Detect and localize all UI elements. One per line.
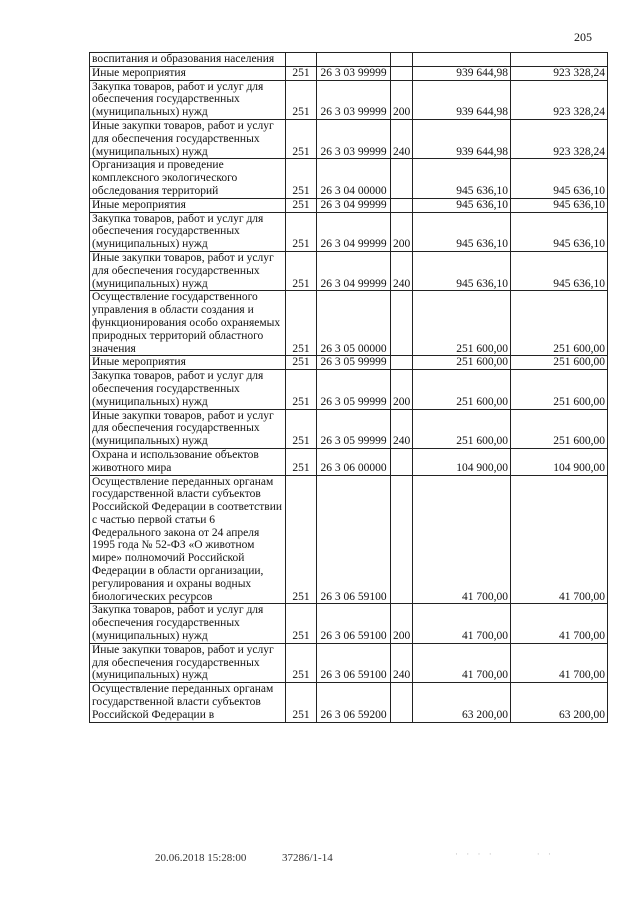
cell-code: 251 — [286, 409, 317, 448]
cell-code: 251 — [286, 683, 317, 722]
cell-csr: 26 3 04 99999 — [317, 212, 391, 251]
cell-code: 251 — [286, 119, 317, 158]
footer-doc-number: 37286/1-14 — [282, 852, 333, 864]
cell-csr: 26 3 06 00000 — [317, 448, 391, 475]
cell-sum-1: 251 600,00 — [413, 291, 511, 356]
budget-table-body — [90, 53, 608, 723]
cell-name: Организация и проведение комплексного экологического обследования территорий — [90, 159, 286, 198]
budget-table — [89, 52, 608, 723]
cell-sum-2 — [511, 53, 608, 67]
cell-sum-2: 945 636,10 — [511, 251, 608, 290]
cell-sum-2: 945 636,10 — [511, 159, 608, 198]
cell-sum-2: 251 600,00 — [511, 291, 608, 356]
cell-vr — [391, 356, 413, 370]
cell-sum-2: 251 600,00 — [511, 356, 608, 370]
cell-vr — [391, 475, 413, 604]
table-row — [90, 212, 608, 251]
cell-vr — [391, 448, 413, 475]
table-row — [90, 198, 608, 212]
cell-csr: 26 3 03 99999 — [317, 119, 391, 158]
cell-csr: 26 3 06 59100 — [317, 475, 391, 604]
cell-code — [286, 53, 317, 67]
cell-sum-1: 41 700,00 — [413, 604, 511, 643]
cell-csr: 26 3 05 00000 — [317, 291, 391, 356]
cell-sum-1: 939 644,98 — [413, 80, 511, 119]
cell-vr: 200 — [391, 80, 413, 119]
table-row — [90, 80, 608, 119]
cell-code: 251 — [286, 66, 317, 80]
cell-sum-1: 251 600,00 — [413, 409, 511, 448]
cell-name: воспитания и образования населения — [90, 53, 286, 67]
table-row — [90, 409, 608, 448]
cell-code: 251 — [286, 251, 317, 290]
cell-sum-1: 104 900,00 — [413, 448, 511, 475]
cell-csr: 26 3 05 99999 — [317, 409, 391, 448]
cell-csr: 26 3 06 59100 — [317, 643, 391, 682]
table-row — [90, 370, 608, 409]
cell-sum-2: 63 200,00 — [511, 683, 608, 722]
cell-code: 251 — [286, 291, 317, 356]
cell-name: Иные закупки товаров, работ и услуг для обеспечения государственных (муниципальных) нужд — [90, 409, 286, 448]
cell-sum-2: 945 636,10 — [511, 212, 608, 251]
cell-sum-1: 945 636,10 — [413, 212, 511, 251]
table-row — [90, 119, 608, 158]
table-row — [90, 159, 608, 198]
cell-sum-2: 41 700,00 — [511, 643, 608, 682]
cell-code: 251 — [286, 370, 317, 409]
cell-vr: 200 — [391, 604, 413, 643]
table-row — [90, 604, 608, 643]
cell-name: Осуществление государственного управления в области создания и функционирования особо охраняемых природных территорий областного значения — [90, 291, 286, 356]
cell-sum-1: 251 600,00 — [413, 356, 511, 370]
cell-sum-1: 945 636,10 — [413, 159, 511, 198]
cell-csr: 26 3 06 59100 — [317, 604, 391, 643]
cell-sum-1: 41 700,00 — [413, 643, 511, 682]
cell-sum-1: 945 636,10 — [413, 198, 511, 212]
cell-code: 251 — [286, 604, 317, 643]
table-row — [90, 356, 608, 370]
cell-csr: 26 3 04 99999 — [317, 251, 391, 290]
cell-sum-2: 251 600,00 — [511, 370, 608, 409]
cell-code: 251 — [286, 448, 317, 475]
cell-csr: 26 3 06 59200 — [317, 683, 391, 722]
table-row — [90, 475, 608, 604]
cell-vr — [391, 159, 413, 198]
cell-name: Иные закупки товаров, работ и услуг для обеспечения государственных (муниципальных) нужд — [90, 643, 286, 682]
cell-csr: 26 3 04 99999 — [317, 198, 391, 212]
cell-code: 251 — [286, 356, 317, 370]
cell-name: Охрана и использование объектов животного мира — [90, 448, 286, 475]
cell-sum-1: 939 644,98 — [413, 66, 511, 80]
cell-name: Закупка товаров, работ и услуг для обеспечения государственных (муниципальных) нужд — [90, 212, 286, 251]
table-row — [90, 448, 608, 475]
cell-vr — [391, 53, 413, 67]
cell-code: 251 — [286, 159, 317, 198]
cell-sum-2: 923 328,24 — [511, 119, 608, 158]
cell-csr: 26 3 03 99999 — [317, 66, 391, 80]
cell-vr: 200 — [391, 212, 413, 251]
scan-marks: · · · · · · — [455, 849, 554, 859]
footer-datetime: 20.06.2018 15:28:00 — [155, 852, 247, 864]
cell-sum-2: 923 328,24 — [511, 80, 608, 119]
cell-code: 251 — [286, 198, 317, 212]
table-row — [90, 643, 608, 682]
table-row — [90, 53, 608, 67]
cell-sum-1: 251 600,00 — [413, 370, 511, 409]
cell-sum-2: 41 700,00 — [511, 475, 608, 604]
table-row — [90, 66, 608, 80]
cell-name: Иные мероприятия — [90, 198, 286, 212]
cell-sum-2: 41 700,00 — [511, 604, 608, 643]
cell-name: Осуществление переданных органам государственной власти субъектов Российской Федерации в — [90, 683, 286, 722]
cell-sum-1: 63 200,00 — [413, 683, 511, 722]
cell-vr — [391, 66, 413, 80]
cell-csr: 26 3 03 99999 — [317, 80, 391, 119]
cell-sum-1 — [413, 53, 511, 67]
cell-csr — [317, 53, 391, 67]
cell-sum-2: 945 636,10 — [511, 198, 608, 212]
cell-code: 251 — [286, 80, 317, 119]
table-row — [90, 291, 608, 356]
cell-vr: 240 — [391, 251, 413, 290]
cell-name: Иные мероприятия — [90, 66, 286, 80]
cell-sum-1: 945 636,10 — [413, 251, 511, 290]
cell-csr: 26 3 05 99999 — [317, 356, 391, 370]
cell-name: Иные мероприятия — [90, 356, 286, 370]
table-row — [90, 683, 608, 722]
table-row — [90, 251, 608, 290]
cell-code: 251 — [286, 475, 317, 604]
cell-sum-1: 41 700,00 — [413, 475, 511, 604]
cell-sum-2: 251 600,00 — [511, 409, 608, 448]
cell-vr: 200 — [391, 370, 413, 409]
cell-name: Закупка товаров, работ и услуг для обеспечения государственных (муниципальных) нужд — [90, 370, 286, 409]
cell-sum-2: 104 900,00 — [511, 448, 608, 475]
cell-vr — [391, 291, 413, 356]
cell-vr: 240 — [391, 643, 413, 682]
page-number: 205 — [574, 30, 592, 44]
cell-name: Осуществление переданных органам государственной власти субъектов Российской Федерации в соответствии с частью первой статьи 6 Федерального закона от 24 апреля 1995 года № 52-ФЗ «О животном мире» полномочий Российской Федерации в области организации, регулирования и охраны водных биологических ресурсов — [90, 475, 286, 604]
cell-vr: 240 — [391, 119, 413, 158]
cell-code: 251 — [286, 212, 317, 251]
cell-code: 251 — [286, 643, 317, 682]
cell-sum-2: 923 328,24 — [511, 66, 608, 80]
cell-sum-1: 939 644,98 — [413, 119, 511, 158]
cell-vr — [391, 683, 413, 722]
cell-name: Иные закупки товаров, работ и услуг для обеспечения государственных (муниципальных) нужд — [90, 251, 286, 290]
cell-csr: 26 3 04 00000 — [317, 159, 391, 198]
cell-name: Закупка товаров, работ и услуг для обеспечения государственных (муниципальных) нужд — [90, 80, 286, 119]
cell-csr: 26 3 05 99999 — [317, 370, 391, 409]
cell-vr — [391, 198, 413, 212]
cell-name: Иные закупки товаров, работ и услуг для обеспечения государственных (муниципальных) нужд — [90, 119, 286, 158]
cell-name: Закупка товаров, работ и услуг для обеспечения государственных (муниципальных) нужд — [90, 604, 286, 643]
cell-vr: 240 — [391, 409, 413, 448]
